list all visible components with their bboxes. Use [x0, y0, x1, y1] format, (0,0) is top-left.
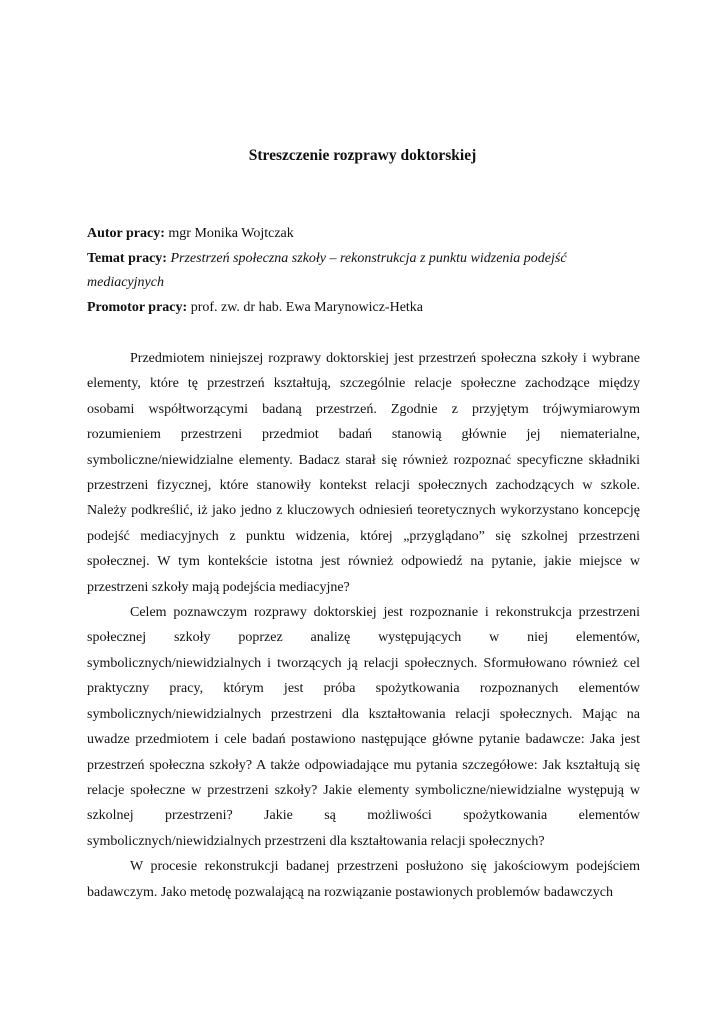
- author-label: Autor pracy:: [87, 226, 165, 241]
- author-row: [87, 222, 640, 247]
- document-body: [87, 346, 640, 905]
- promoter-label: Promotor pracy:: [87, 299, 188, 315]
- promoter-row: [87, 296, 640, 321]
- topic-row: [87, 247, 640, 296]
- promoter-value: prof. zw. dr hab. Ewa Marynowicz-Hetka: [190, 299, 424, 315]
- topic-label: Temat pracy:: [87, 250, 167, 266]
- author-value: mgr Monika Wojtczak: [168, 226, 294, 241]
- document-metadata: [87, 222, 640, 320]
- topic-value: Przestrzeń społeczna szkoły – rekonstrukcja z punktu widzenia podejść mediacyjnych: [87, 250, 567, 290]
- body-paragraph: W procesie rekonstrukcji badanej przestrzeni posłużono się jakościowym podejściem badawczym. Jako metodę pozwalającą na rozwiązanie postawionych problemów badawczych: [87, 859, 640, 900]
- document-title: Streszczenie rozprawy doktorskiej: [248, 147, 477, 164]
- body-paragraph: Przedmiotem niniejszej rozprawy doktorskiej jest przestrzeń społeczna szkoły i wybrane elementy, które tę przestrzeń kształtują, szczególnie relacje społeczne zachodzące między osobami współtworzącymi badaną przestrzeń. Zgodnie z przyjętym trójwymiarowym rozumieniem przestrzeni przedmiot badań stanowią głównie jej niematerialne, symboliczne/niewidzialne elementy. Badacz starał się również rozpoznać specyficzne składniki przestrzeni fizycznej, które stanowiły kontekst relacji społecznych zachodzących w szkole. Należy podkreślić, iż jako jedno z kluczowych odniesień teoretycznych wykorzystano koncepcję podejść mediacyjnych z punktu widzenia, której „przyglądano” się szkolnej przestrzeni społecznej. W tym kontekście istotna jest również odpowiedź na pytanie, jakie miejsce w przestrzeni szkoły mają podejścia mediacyjne?: [87, 351, 640, 595]
- body-paragraph: Celem poznawczym rozprawy doktorskiej jest rozpoznanie i rekonstrukcja przestrzeni społecznej szkoły poprzez analizę występujących w niej elementów, symbolicznych/niewidzialnych i tworzących ją relacji społecznych. Sformułowano również cel praktyczny pracy, którym jest próba spożytkowania rozpoznanych elementów symbolicznych/niewidzialnych przestrzeni dla kształtowania relacji społecznych. Mając na uwadze przedmiotem i cele badań postawiono następujące główne pytanie badawcze: Jaka jest przestrzeń społeczna szkoły? A także odpowiadające mu pytania szczegółowe: Jak kształtują się relacje społeczne w przestrzeni szkoły? Jakie elementy symboliczne/niewidzialne występują w szkolnej przestrzeni? Jakie są możliwości spożytkowania elementów symbolicznych/niewidzialnych przestrzeni dla kształtowania relacji społecznych?: [87, 605, 640, 849]
